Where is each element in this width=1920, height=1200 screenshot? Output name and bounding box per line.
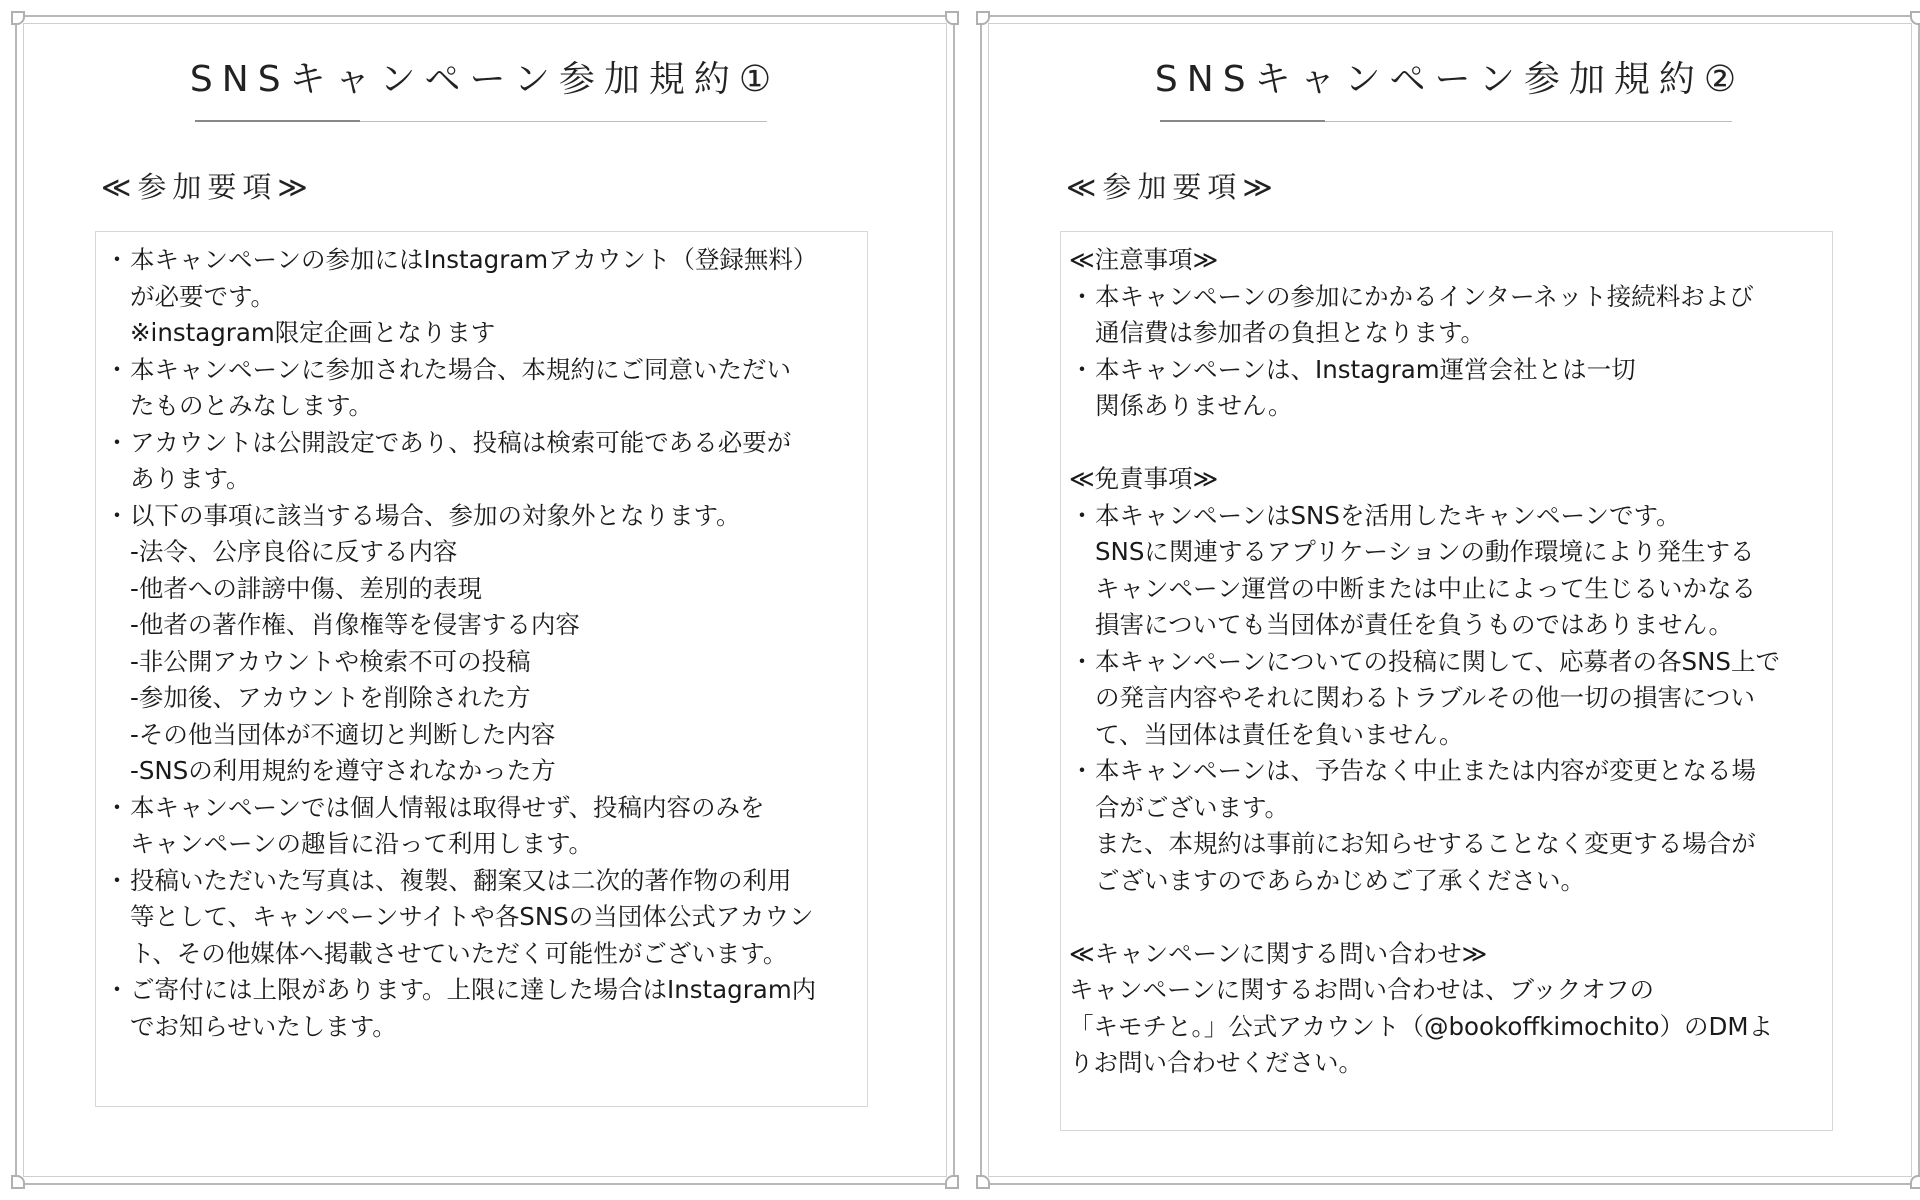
item-line: 本キャンペーンの参加にはInstagramアカウント（登録無料） xyxy=(130,245,818,274)
item-line: ご寄付には上限があります。上限に達した場合はInstagram内 xyxy=(130,975,817,1004)
section-heading: ≪参加要項≫ xyxy=(1066,170,1279,204)
contact-line: キャンペーンに関するお問い合わせは、ブックオフの xyxy=(1069,975,1655,1004)
item-line: キャンペーンの趣旨に沿って利用します。 xyxy=(130,829,594,858)
subsection-heading xyxy=(1069,461,1824,498)
exclusion-list xyxy=(104,534,859,790)
list-item xyxy=(1069,644,1824,754)
frame-corner-ornament xyxy=(945,11,959,25)
list-item xyxy=(104,863,859,973)
bullet: ・ xyxy=(1069,281,1095,311)
terms-content-box xyxy=(1060,231,1833,1131)
item-line: ※instagram限定企画となります xyxy=(130,318,496,347)
frame-corner-ornament xyxy=(945,1175,959,1189)
item-line: 本キャンペーンはSNSを活用したキャンペーンです。 xyxy=(1095,500,1681,530)
item-line: 本キャンペーンの参加にかかるインターネット接続料および xyxy=(1095,281,1754,311)
exclusion-item: -他者への誹謗中傷、差別的表現 xyxy=(130,573,482,603)
list-item xyxy=(104,352,859,425)
exclusion-item: -非公開アカウントや検索不可の投稿 xyxy=(130,646,531,676)
item-line: ございますのであらかじめご了承ください。 xyxy=(1095,865,1585,895)
bullet: ・ xyxy=(104,865,130,895)
item-line: 本キャンペーンについての投稿に関して、応募者の各SNS上で xyxy=(1095,646,1780,676)
item-line: が必要です。 xyxy=(130,281,276,311)
list-item xyxy=(104,242,859,352)
item-line: 関係ありません。 xyxy=(1095,391,1293,420)
notice-heading: ≪注意事項≫ xyxy=(1069,245,1219,274)
exclusion-item: -SNSの利用規約を遵守されなかった方 xyxy=(130,756,556,785)
contact-section xyxy=(1069,936,1824,1082)
bullet: ・ xyxy=(104,245,130,274)
list-item xyxy=(1069,279,1824,352)
exclusion-item: -法令、公序良俗に反する内容 xyxy=(130,537,458,566)
item-line: アカウントは公開設定であり、投稿は検索可能である必要が xyxy=(130,427,792,457)
bullet: ・ xyxy=(1069,646,1095,676)
item-line: たものとみなします。 xyxy=(130,391,374,420)
terms-panel-1 xyxy=(15,15,955,1185)
page-title: SNSキャンペーン参加規約② xyxy=(1154,59,1746,100)
bullet: ・ xyxy=(104,427,130,457)
subsection-heading xyxy=(1069,242,1824,279)
terms-content-box xyxy=(95,231,868,1107)
item-line: ト、その他媒体へ掲載させていただく可能性がございます。 xyxy=(130,938,788,968)
item-line: 等として、キャンペーンサイトや各SNSの当団体公式アカウン xyxy=(130,902,814,931)
disclaimer-heading: ≪免責事項≫ xyxy=(1069,464,1219,493)
frame-corner-ornament xyxy=(1910,1175,1920,1189)
item-line: 損害についても当団体が責任を負うものではありません。 xyxy=(1095,610,1733,639)
list-item xyxy=(1069,352,1824,425)
item-line: また、本規約は事前にお知らせすることなく変更する場合が xyxy=(1095,829,1756,858)
bullet: ・ xyxy=(1069,354,1095,384)
item-line: の発言内容やそれに関わるトラブルその他一切の損害につい xyxy=(1095,683,1756,712)
contact-line: 「キモチと。」公式アカウント（@bookoffkimochito）のDMよ xyxy=(1069,1011,1773,1041)
item-line: 本キャンペーンでは個人情報は取得せず、投稿内容のみを xyxy=(130,792,765,822)
bullet: ・ xyxy=(104,354,130,384)
list-item xyxy=(104,790,859,863)
bullet: ・ xyxy=(104,792,130,822)
bullet: ・ xyxy=(1069,756,1095,785)
list-item xyxy=(104,425,859,498)
frame-corner-ornament xyxy=(976,1175,990,1189)
title-divider-accent xyxy=(1160,120,1325,122)
item-line: 投稿いただいた写真は、複製、翻案又は二次的著作物の利用 xyxy=(130,865,792,895)
bullet: ・ xyxy=(104,975,130,1004)
list-item xyxy=(104,498,859,535)
item-line: 以下の事項に該当する場合、参加の対象外となります。 xyxy=(130,500,741,530)
bullet: ・ xyxy=(1069,500,1095,530)
contact-heading: ≪キャンペーンに関する問い合わせ≫ xyxy=(1069,938,1488,968)
item-line: 通信費は参加者の負担となります。 xyxy=(1095,318,1486,347)
item-line: でお知らせいたします。 xyxy=(130,1011,397,1041)
contact-line: りお問い合わせください。 xyxy=(1069,1048,1363,1077)
list-item xyxy=(1069,498,1824,644)
bullet: ・ xyxy=(104,500,130,530)
list-item xyxy=(104,972,859,1045)
item-line: て、当団体は責任を負いません。 xyxy=(1095,719,1464,749)
spacer xyxy=(1069,425,1824,462)
list-item xyxy=(1069,753,1824,899)
spacer xyxy=(1069,899,1824,936)
section-heading: ≪参加要項≫ xyxy=(101,170,314,204)
item-line: キャンペーン運営の中断または中止によって生じるいかなる xyxy=(1095,573,1757,603)
terms-panel-2 xyxy=(980,15,1920,1185)
frame-corner-ornament xyxy=(11,1175,25,1189)
exclusion-item: -参加後、アカウントを削除された方 xyxy=(130,683,531,712)
page-title: SNSキャンペーン参加規約① xyxy=(189,59,781,100)
item-line: SNSに関連するアプリケーションの動作環境により発生する xyxy=(1095,537,1755,566)
item-line: 合がございます。 xyxy=(1095,792,1290,822)
exclusion-item: -その他当団体が不適切と判断した内容 xyxy=(130,719,556,749)
item-line: 本キャンペーンは、予告なく中止または内容が変更となる場 xyxy=(1095,756,1757,785)
exclusion-item: -他者の著作権、肖像権等を侵害する内容 xyxy=(130,610,580,639)
title-divider-accent xyxy=(195,120,360,122)
item-line: あります。 xyxy=(130,464,251,493)
item-line: 本キャンペーンに参加された場合、本規約にご同意いただい xyxy=(130,354,792,384)
item-line: 本キャンペーンは、Instagram運営会社とは一切 xyxy=(1095,354,1636,384)
